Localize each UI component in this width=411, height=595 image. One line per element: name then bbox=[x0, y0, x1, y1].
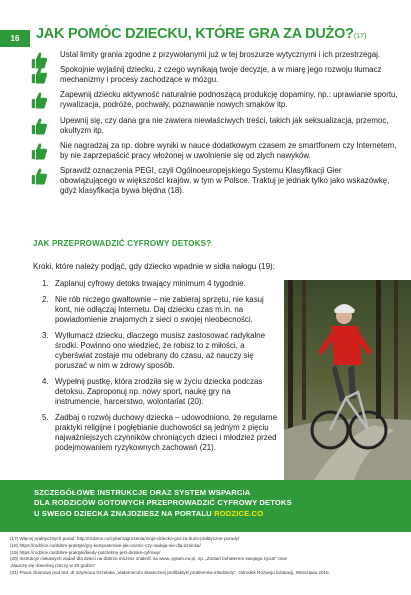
list-item bbox=[42, 413, 278, 453]
footnote: (21) Praca zbiorowa pod red. dr Szymona Grzelaka „Vademecum skutecznej profilaktyki problemów młodzieży”, Ośrodek Rozwoju Edukacji, Warszawa 2015. bbox=[10, 569, 330, 575]
step-number: 3. bbox=[42, 331, 49, 340]
footnote: (20) Instrukcje ciekawych zadań dla dzieci na dobrze możesz znaleźć na www. pytam.eu.pl, np. „Zostań bohaterem swojego życia!” oraz bbox=[10, 556, 288, 562]
step-text: Wypełnij pustkę, która zrodziła się w życiu dziecka podczas detoksu. Zaproponuj np. nowy sport, naukę gry na instrumencie, harcerstwo, wolontariat (20). bbox=[55, 377, 263, 406]
footnote: (17) Więcej praktycznych porad: http://rodzice.co/cyberzagrozenia/moje-dziecko-gra-za-duzo-praktyczne-porady/ bbox=[10, 536, 240, 541]
thumbs-up-icon bbox=[30, 90, 48, 110]
step-number: 4. bbox=[42, 377, 49, 386]
tip-text: Ustal limity grania zgodne z przywołanymi już w tej broszurze wytycznymi i ich przestrzegaj. bbox=[60, 50, 381, 59]
list-item bbox=[42, 279, 278, 289]
portal-banner bbox=[0, 480, 411, 532]
banner-line-prefix: U SWEGO DZIECKA ZNAJDZIESZ NA PORTALU bbox=[34, 508, 215, 518]
tip-text: Spokojnie wyjaśnij dziecku, z czego wynikają twoje decyzje, a w miarę jego rozwoju tłumacz mechanizmy i procesy zachodzące w mózgu. bbox=[60, 65, 382, 85]
step-number: 1. bbox=[42, 279, 49, 288]
step-text: Wytłumacz dziecku, dlaczego musisz zastosować radykalne środki. Powinno ono wiedzieć, że robisz to z miłości, a cyberświat zostaje mu odebrany do czasu, aż nauczy się poruszać w nim w zdrowy sposób. bbox=[55, 331, 265, 370]
page-number: 16 bbox=[0, 30, 30, 47]
page-title bbox=[36, 26, 406, 42]
banner-line bbox=[34, 509, 411, 519]
tip-item bbox=[60, 65, 400, 85]
cyclist-photo bbox=[284, 280, 411, 480]
list-item bbox=[42, 295, 278, 325]
thumbs-up-icon bbox=[30, 166, 48, 186]
step-text: Zaplanuj cyfrowy detoks trwający minimum 4 tygodnie. bbox=[55, 279, 246, 288]
step-number: 5. bbox=[42, 413, 49, 422]
portal-link[interactable]: RODZICE.CO bbox=[214, 508, 264, 518]
list-item bbox=[42, 331, 278, 371]
footnotes bbox=[10, 536, 405, 577]
footnote: „Nauczę się dowolnej rzeczy w 20 godzin” bbox=[10, 563, 96, 569]
tip-item bbox=[60, 50, 400, 60]
banner-line: DLA RODZICÓW GOTOWYCH PRZEPROWADZIĆ CYFROWY DETOKS bbox=[34, 498, 292, 508]
intro-text: Kroki, które należy podjąć, gdy dziecko wpadnie w sidła nałogu (19): bbox=[33, 262, 275, 271]
section-heading: JAK PRZEPROWADZIĆ CYFROWY DETOKS? bbox=[33, 239, 212, 248]
step-text: Nie rób niczego gwałtownie – nie zabieraj sprzętu, nie kasuj kont, nie odłączaj Internetu. Daj dziecku czas m.in. na powiadomienie znajomych z sieci o swojej nieobecności. bbox=[55, 295, 264, 324]
thumbs-up-icon bbox=[30, 116, 48, 136]
thumbs-up-icon bbox=[30, 65, 48, 85]
tip-item bbox=[60, 116, 400, 136]
tip-item bbox=[60, 90, 400, 110]
tip-item bbox=[60, 166, 400, 196]
tip-text: Upewnij się, czy dana gra nie zawiera niewłaściwych treści, takich jak seksualizacja, przemoc, okultyzm itp. bbox=[60, 115, 389, 135]
footnote: (19) https://rodzice.co/dobre-praktyki/kiedy-potrzebny-jest-detoks-cyfrowy/ bbox=[10, 549, 161, 555]
tip-text: Nie nagradzaj za np. dobre wyniki w nauce dodatkowym czasem ze smartfonem czy Internetem, by nie zaprzepaścić pracy włożonej w uwolnienie się od złych nawyków. bbox=[60, 140, 397, 160]
thumbs-up-icon bbox=[30, 141, 48, 161]
tip-text: Zapewnij dziecku aktywność naturalnie podnoszącą produkcję dopaminy, np.: uprawianie sportu, rywalizacja, podróże, pochwały, poznawanie nowych smaków itp. bbox=[60, 90, 398, 110]
list-item bbox=[42, 377, 278, 407]
title-footnote-ref: (17) bbox=[353, 31, 367, 40]
tip-text: Sprawdź oznaczenia PEGI, czyli Ogólnoeuropejskiego Systemu Klasyfikacji Gier obowiązującego w większości krajów, w tym w Polsce. Traktuj je jednak tylko jako wskazówkę, gdyż klasyfikacja bywa błędna (18). bbox=[60, 165, 390, 195]
cyclist-illustration bbox=[284, 280, 411, 480]
steps-list bbox=[42, 279, 278, 459]
page-title-text: JAK POMÓC DZIECKU, KTÓRE GRA ZA DUŻO? bbox=[36, 26, 354, 42]
footnote: (18) https://rodzice.co/dobre-praktyki/gry-komputerowe-jak-ocenic-czy-nadaja-sie-dla-dziecka/ bbox=[10, 542, 201, 548]
step-number: 2. bbox=[42, 295, 49, 304]
tips-list bbox=[60, 50, 400, 201]
tip-item bbox=[60, 141, 400, 161]
banner-line: SZCZEGÓŁOWE INSTRUKCJE ORAZ SYSTEM WSPARCIA bbox=[34, 488, 251, 497]
step-text: Zadbaj o rozwój duchowy dziecka – udowodniono, że regularne praktyki religijne i pogłębianie duchowości są jednym z pięciu najważniejszych czynników chroniących dzieci i młodzież przed podejmowaniem ryzykownych zachowań (21). bbox=[55, 413, 277, 452]
